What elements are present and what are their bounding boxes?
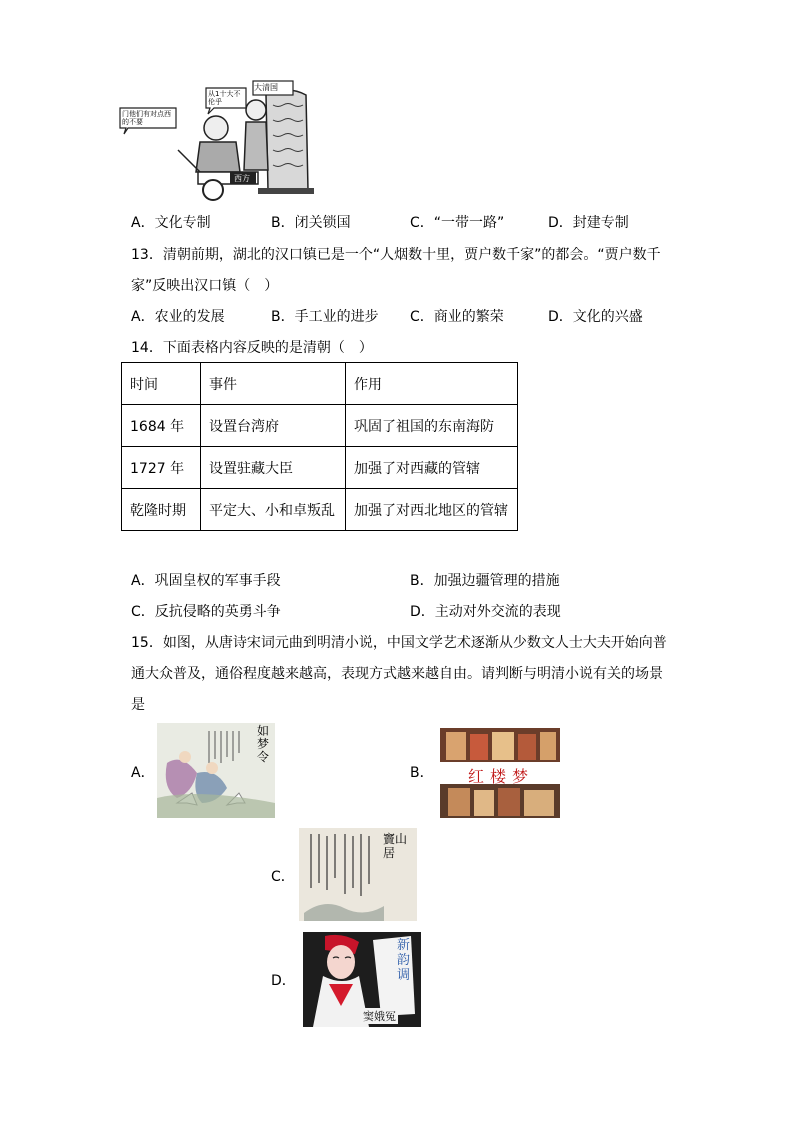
table-row: [122, 489, 518, 531]
table-cell: 1727 年: [122, 447, 201, 489]
q15-option-c-label[interactable]: C．: [271, 869, 295, 885]
table-header-cell: 作用: [346, 363, 518, 405]
q15-option-d-image[interactable]: [303, 932, 421, 1027]
table-row: [122, 405, 518, 447]
q14-option-b[interactable]: B．加强边疆管理的措施: [410, 573, 560, 589]
q15-option-a-image[interactable]: [157, 723, 275, 818]
q14-option-a[interactable]: A．巩固皇权的军事手段: [131, 573, 281, 589]
q15-option-b-image[interactable]: [440, 728, 560, 818]
table-row: [122, 447, 518, 489]
q14-option-d[interactable]: D．主动对外交流的表现: [410, 604, 561, 620]
q15-option-d-label[interactable]: D．: [271, 973, 296, 989]
q15-option-d-caption: 窦娥冤: [363, 1010, 396, 1023]
q12-option-d[interactable]: D．封建专制: [548, 215, 629, 231]
q13-stem-line1: 13．清朝前期，湖北的汉口镇已是一个“人烟数十里，贾户数千家”的都会。“贾户数千: [131, 247, 661, 263]
table-cell: 乾隆时期: [122, 489, 201, 531]
q15-option-b-label[interactable]: B．: [410, 765, 434, 781]
q13-option-b[interactable]: B．手工业的进步: [271, 309, 379, 325]
table-header-cell: 时间: [122, 363, 201, 405]
q12-option-b[interactable]: B．闭关锁国: [271, 215, 351, 231]
table-header-cell: 事件: [201, 363, 346, 405]
q15-option-a-caption: 如梦令: [257, 724, 270, 764]
table-cell: 设置驻藏大臣: [201, 447, 346, 489]
q15-option-b-caption: 红楼梦: [468, 767, 535, 786]
cartoon-bubble-right-text: 从1十大不伦乎: [208, 90, 241, 106]
q14-stem: 14．下面表格内容反映的是清朝（ ）: [131, 340, 373, 356]
q15-option-a-label[interactable]: A．: [131, 765, 155, 781]
q15-stem-line2: 通大众普及，通俗程度越来越高，表现方式越来越自由。请判断与明清小说有关的场景: [131, 666, 663, 682]
cartoon-bubble-left-text: 门他们有对点西的不要: [122, 110, 171, 126]
table-cell: 加强了对西藏的管辖: [346, 447, 518, 489]
q15-stem-line1: 15．如图，从唐诗宋词元曲到明清小说，中国文学艺术逐渐从少数文人士大夫开始向普: [131, 635, 667, 651]
q13-option-d[interactable]: D．文化的兴盛: [548, 309, 643, 325]
q13-stem-line2: 家”反映出汉口镇（ ）: [131, 278, 279, 294]
table-cell: 设置台湾府: [201, 405, 346, 447]
q12-option-c[interactable]: C．“一带一路”: [410, 215, 505, 231]
q12-option-a[interactable]: A．文化专制: [131, 215, 211, 231]
cartoon-box-text: 西方: [234, 174, 250, 183]
q15-option-c-caption: 竇山居: [383, 832, 408, 860]
table-cell: 平定大、小和卓叛乱: [201, 489, 346, 531]
table-cell: 巩固了祖国的东南海防: [346, 405, 518, 447]
q15-stem-line3: 是: [131, 697, 145, 713]
q13-option-c[interactable]: C．商业的繁荣: [410, 309, 504, 325]
q15-option-d-title: 新韵调: [397, 938, 411, 983]
cartoon-sign-text: 大清国: [254, 83, 278, 92]
table-cell: 加强了对西北地区的管辖: [346, 489, 518, 531]
q12-cartoon-image: [118, 80, 318, 205]
table-header-row: [122, 363, 518, 405]
table-cell: 1684 年: [122, 405, 201, 447]
q14-table: [121, 362, 518, 531]
q14-option-c[interactable]: C．反抗侵略的英勇斗争: [131, 604, 281, 620]
q13-option-a[interactable]: A．农业的发展: [131, 309, 225, 325]
q15-option-c-image[interactable]: [299, 828, 417, 921]
